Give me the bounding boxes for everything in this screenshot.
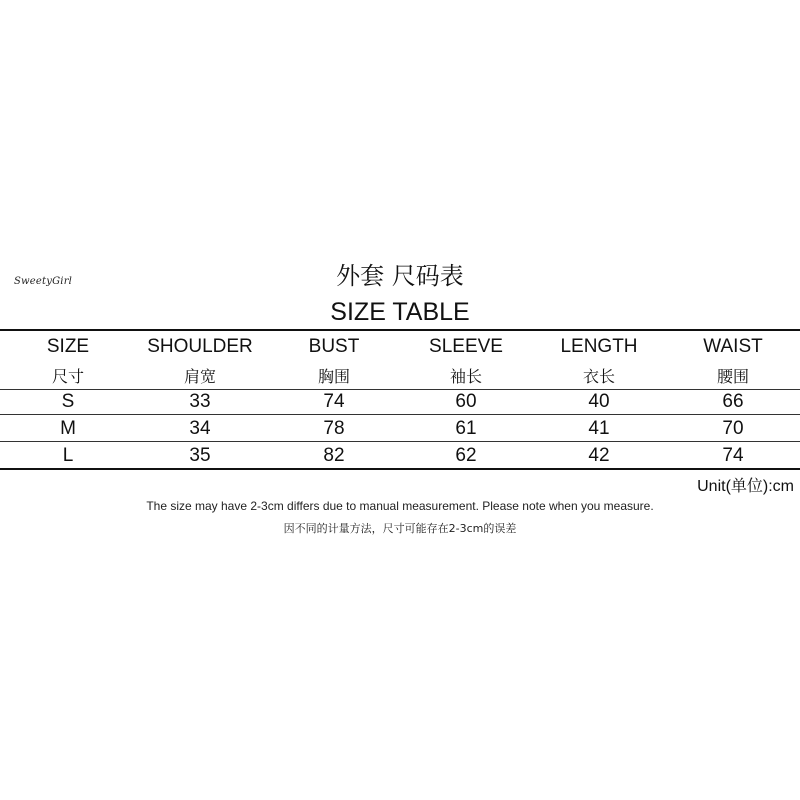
header-shoulder: SHOULDER	[147, 336, 253, 357]
cell-sleeve: 61	[455, 418, 477, 439]
cell-size: M	[60, 418, 76, 439]
cell-shoulder: 34	[189, 418, 211, 439]
cell-bust: 78	[323, 418, 345, 439]
header-shoulder-cn: 肩宽	[183, 367, 216, 386]
header-waist: WAIST	[703, 336, 763, 357]
header-length-cn: 衣长	[582, 367, 615, 386]
table-bottom-rule	[0, 468, 800, 470]
cell-shoulder: 35	[189, 445, 211, 466]
title-english: SIZE TABLE	[330, 298, 470, 326]
cell-size: L	[62, 445, 74, 466]
cell-size: S	[61, 391, 75, 412]
header-sleeve-cn: 袖长	[449, 367, 482, 386]
cell-length: 41	[588, 418, 610, 439]
cell-sleeve: 62	[455, 445, 477, 466]
header-waist-cn: 腰围	[716, 367, 749, 386]
row-divider	[0, 441, 800, 442]
cell-waist: 66	[722, 391, 744, 412]
header-divider	[0, 389, 800, 390]
cell-sleeve: 60	[455, 391, 477, 412]
cell-length: 40	[588, 391, 610, 412]
cell-bust: 82	[323, 445, 345, 466]
measurement-note-english: The size may have 2-3cm differs due to manual measurement. Please note when you measure.	[146, 499, 654, 513]
header-sleeve: SLEEVE	[429, 336, 503, 357]
unit-label: Unit(单位):cm	[697, 478, 794, 495]
cell-shoulder: 33	[189, 391, 211, 412]
row-divider	[0, 414, 800, 415]
table-top-rule	[0, 329, 800, 331]
cell-length: 42	[588, 445, 610, 466]
header-size: SIZE	[46, 336, 90, 357]
cell-bust: 74	[323, 391, 345, 412]
header-bust-cn: 胸围	[317, 367, 350, 386]
cell-waist: 74	[722, 445, 744, 466]
brand-logo-text: SweetyGirl	[14, 276, 73, 287]
cell-waist: 70	[722, 418, 744, 439]
measurement-note-chinese: 因不同的计量方法，尺寸可能存在2-3cm的误差	[283, 522, 517, 535]
header-length: LENGTH	[560, 336, 638, 357]
title-chinese: 外套 尺码表	[336, 262, 464, 290]
header-size-cn: 尺寸	[51, 367, 84, 386]
header-bust: BUST	[308, 336, 360, 357]
